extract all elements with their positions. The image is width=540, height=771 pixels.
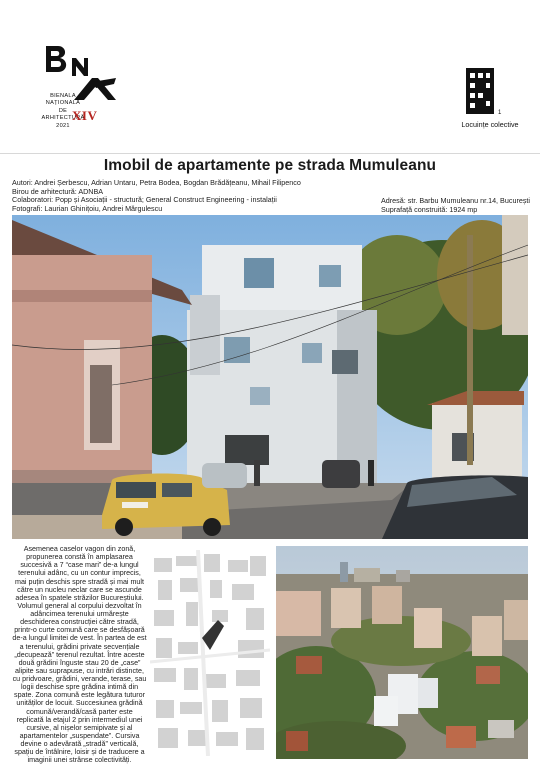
bienala-logo-text: BIENALA NAȚIONALĂ DE ARHITECTURĂ 2021 <box>41 93 85 129</box>
project-title: Imobil de apartamente pe strada Mumuleanu <box>103 157 437 174</box>
category-number: 1 <box>498 110 502 116</box>
category-label: Locuințe colective <box>461 120 519 129</box>
site-plan-image <box>150 550 270 756</box>
building-category-icon <box>466 68 494 114</box>
project-description: Asemenea caselor vagon din zonă, propunerea constă în amplasarea succesivă a 7 “case mari” de-a lungul terenului adânc, cu un contur imprecis, mai puțin deschis spre stradă și mai mult către un nucleu neclar care se ascunde adesea în spatele străzilor Bucureștiului. Volumul general al corpului dezvoltat în adâncimea terenului urmărește deschiderea construcției către stradă, printr-o curte comună care se desfășoară de-a lungul limitei de vest. În partea de est a terenului, grădini private secvențiale „decupează” terenul rezultat. Între aceste două grădini înguste stau 20 de „case” alipite sau suprapuse, cu intrări distincte, cu pridvoare, grădini, verande, terase, sau logii deschise spre grădina intimă din spate. Zona comună este legătura tuturor unităților de locuit. Succesiunea grădină comună/verandă/casă parter este replicată la etajul 2 prin intermediul unei cursive, al nișelor semipivate și al apartamentelor „suspendate”. Cursiva devine o adevărată „stradă” verticală, spațiu de întâlnire, loisir și de traducere a imaginii unei strânse colectivități. <box>12 545 147 765</box>
photographers-line: Fotografi: Laurian Ghinițoiu, Andrei Mărgulescu <box>12 203 163 213</box>
project-address-block <box>381 197 531 214</box>
aerial-view-photo <box>276 546 528 759</box>
street-view-photo <box>12 215 528 539</box>
collaborators-line: Colaboratori: Popp și Asociații - structură; General Construct Engineering - instalații <box>12 195 277 205</box>
edition-number: XIV <box>72 108 98 123</box>
address-line: Adresă: str. Barbu Mumuleanu nr.14, București <box>381 196 531 205</box>
area-line: Suprafață construită: 1924 mp <box>381 204 478 214</box>
office-line: Birou de arhitectură: ADNBA <box>12 186 104 196</box>
authors-line: Autori: Andrei Șerbescu, Adrian Untaru, Petra Bodea, Bogdan Brădățeanu, Mihail Filipenco <box>12 178 301 187</box>
project-credits <box>12 179 372 213</box>
